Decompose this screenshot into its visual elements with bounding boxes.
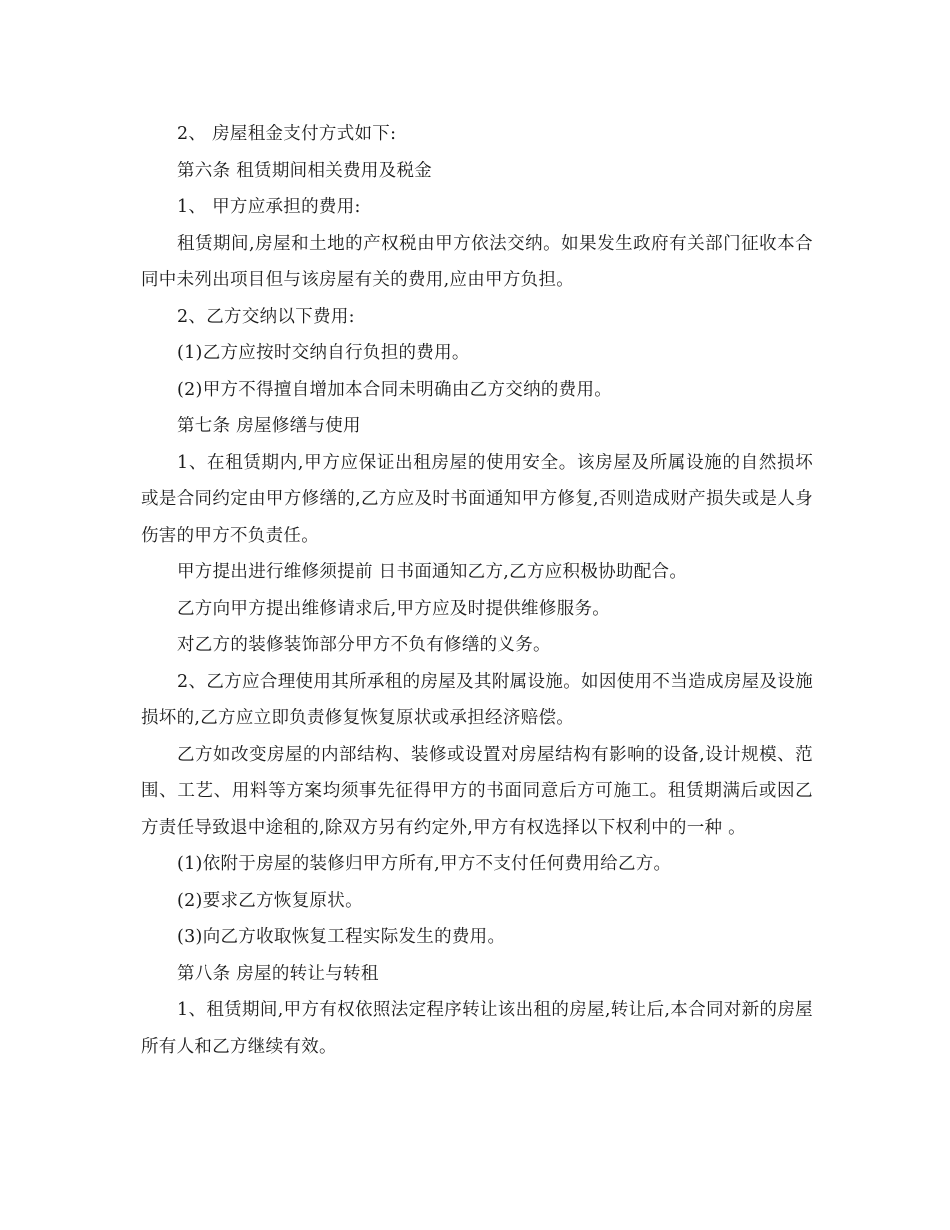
paragraph-party-b-fees-item-2: (2)甲方不得擅自增加本合同未明确由乙方交纳的费用。	[177, 379, 613, 400]
paragraph-proper-use: 2、乙方应合理使用其所承租的房屋及其附属设施。如因使用不当造成房屋及设施损坏的,乙方应立即负责修复恢复原状或承担经济赔偿。	[141, 671, 813, 728]
heading-article-7: 第七条 房屋修缮与使用	[177, 416, 361, 436]
paragraph-party-a-fees-title: 1、 甲方应承担的费用:	[177, 197, 361, 217]
paragraph-decoration-exclusion: 对乙方的装修装饰部分甲方不负有修缮的义务。	[177, 635, 551, 655]
paragraph-transfer: 1、租赁期间,甲方有权依照法定程序转让该出租的房屋,转让后,本合同对新的房屋所有人和乙方继续有效。	[141, 1000, 813, 1057]
paragraph-party-b-fees-item-1: (1)乙方应按时交纳自行负担的费用。	[177, 343, 470, 363]
paragraph-option-3: (3)向乙方收取恢复工程实际发生的费用。	[177, 927, 506, 947]
paragraph-party-a-fees-body: 租赁期间,房屋和土地的产权税由甲方依法交纳。如果发生政府有关部门征收本合同中未列出项目但与该房屋有关的费用,应由甲方负担。	[141, 233, 813, 290]
paragraph-rent-payment: 2、 房屋租金支付方式如下:	[177, 124, 397, 144]
paragraph-option-2: (2)要求乙方恢复原状。	[177, 890, 363, 911]
paragraph-structure-change: 乙方如改变房屋的内部结构、装修或设置对房屋结构有影响的设备,设计规模、范围、工艺、用料等方案均须事先征得甲方的书面同意后方可施工。租赁期满后或因乙方责任导致退中途租的,除双方另有约定外,甲方有权选择以下权利中的一种 。	[141, 744, 813, 838]
paragraph-repair-request: 乙方向甲方提出维修请求后,甲方应及时提供维修服务。	[177, 598, 611, 619]
paragraph-option-1: (1)依附于房屋的装修归甲方所有,甲方不支付任何费用给乙方。	[177, 854, 672, 874]
paragraph-party-b-fees-title: 2、乙方交纳以下费用:	[177, 306, 355, 327]
document-body	[141, 116, 813, 1065]
heading-article-6: 第六条 租赁期间相关费用及税金	[177, 160, 433, 181]
paragraph-repair-notice: 甲方提出进行维修须提前 日书面通知乙方,乙方应积极协助配合。	[177, 562, 688, 582]
paragraph-repair-safety: 1、在租赁期内,甲方应保证出租房屋的使用安全。该房屋及所属设施的自然损坏或是合同约定由甲方修缮的,乙方应及时书面通知甲方修复,否则造成财产损失或是人身伤害的甲方不负责任。	[141, 452, 813, 546]
heading-article-8: 第八条 房屋的转让与转租	[177, 963, 379, 984]
